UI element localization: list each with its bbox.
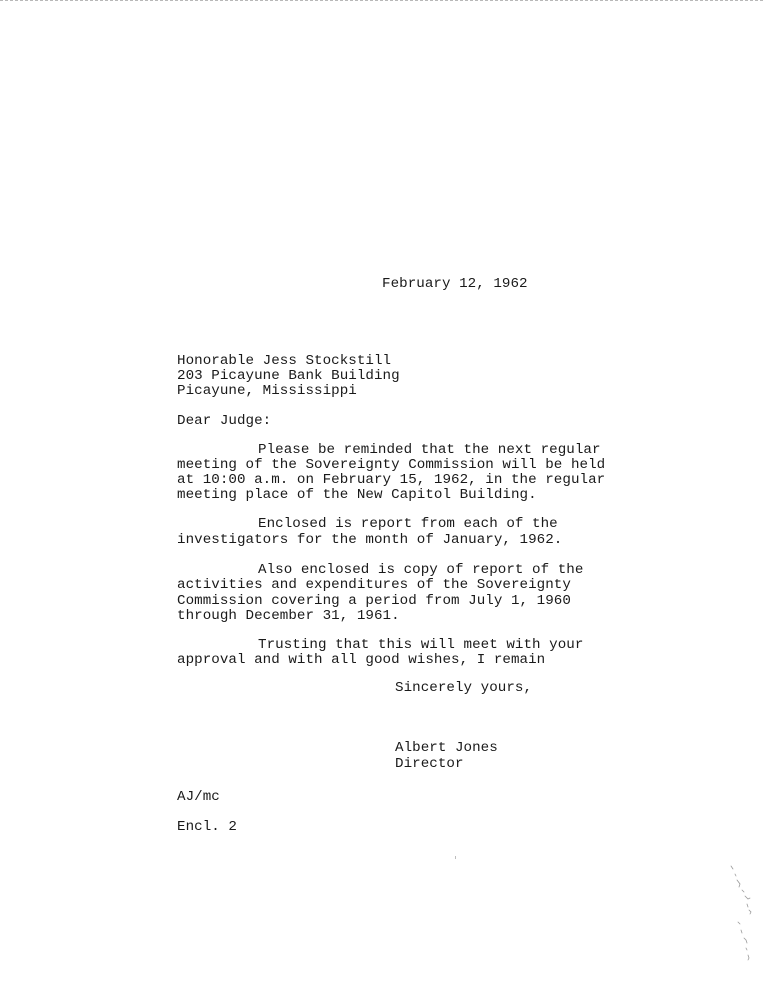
reference-initials: AJ/mc bbox=[177, 789, 220, 805]
signer-name: Albert Jones bbox=[395, 740, 498, 756]
paragraph-3-line-1: Also enclosed is copy of report of the bbox=[258, 562, 584, 578]
paragraph-3-line-3: Commission covering a period from July 1, 1960 bbox=[177, 593, 571, 609]
salutation: Dear Judge: bbox=[177, 413, 272, 429]
paragraph-4-line-1: Trusting that this will meet with your bbox=[258, 637, 584, 653]
paragraph-3-line-4: through December 31, 1961. bbox=[177, 608, 400, 624]
paragraph-1-line-4: meeting place of the New Capitol Building. bbox=[177, 487, 537, 503]
address-line-2: 203 Picayune Bank Building bbox=[177, 368, 400, 384]
signer-title: Director bbox=[395, 756, 464, 772]
paragraph-1-line-3: at 10:00 a.m. on February 15, 1962, in the regular bbox=[177, 472, 606, 488]
address-line-1: Honorable Jess Stockstill bbox=[177, 353, 392, 369]
paragraph-2-line-2: investigators for the month of January, 1962. bbox=[177, 532, 563, 548]
paragraph-2-line-1: Enclosed is report from each of the bbox=[258, 516, 558, 532]
address-line-3: Picayune, Mississippi bbox=[177, 383, 357, 399]
paragraph-3-line-2: activities and expenditures of the Sovereignty bbox=[177, 577, 571, 593]
paragraph-1-line-2: meeting of the Sovereignty Commission will be held bbox=[177, 457, 606, 473]
scan-artifact-marks bbox=[728, 860, 758, 970]
letter-date: February 12, 1962 bbox=[382, 276, 528, 292]
paragraph-4-line-2: approval and with all good wishes, I remain bbox=[177, 652, 546, 668]
complimentary-closing: Sincerely yours, bbox=[395, 680, 533, 696]
paragraph-1-line-1: Please be reminded that the next regular bbox=[258, 442, 601, 458]
scan-speck bbox=[455, 856, 456, 859]
enclosure-notation: Encl. 2 bbox=[177, 819, 237, 835]
